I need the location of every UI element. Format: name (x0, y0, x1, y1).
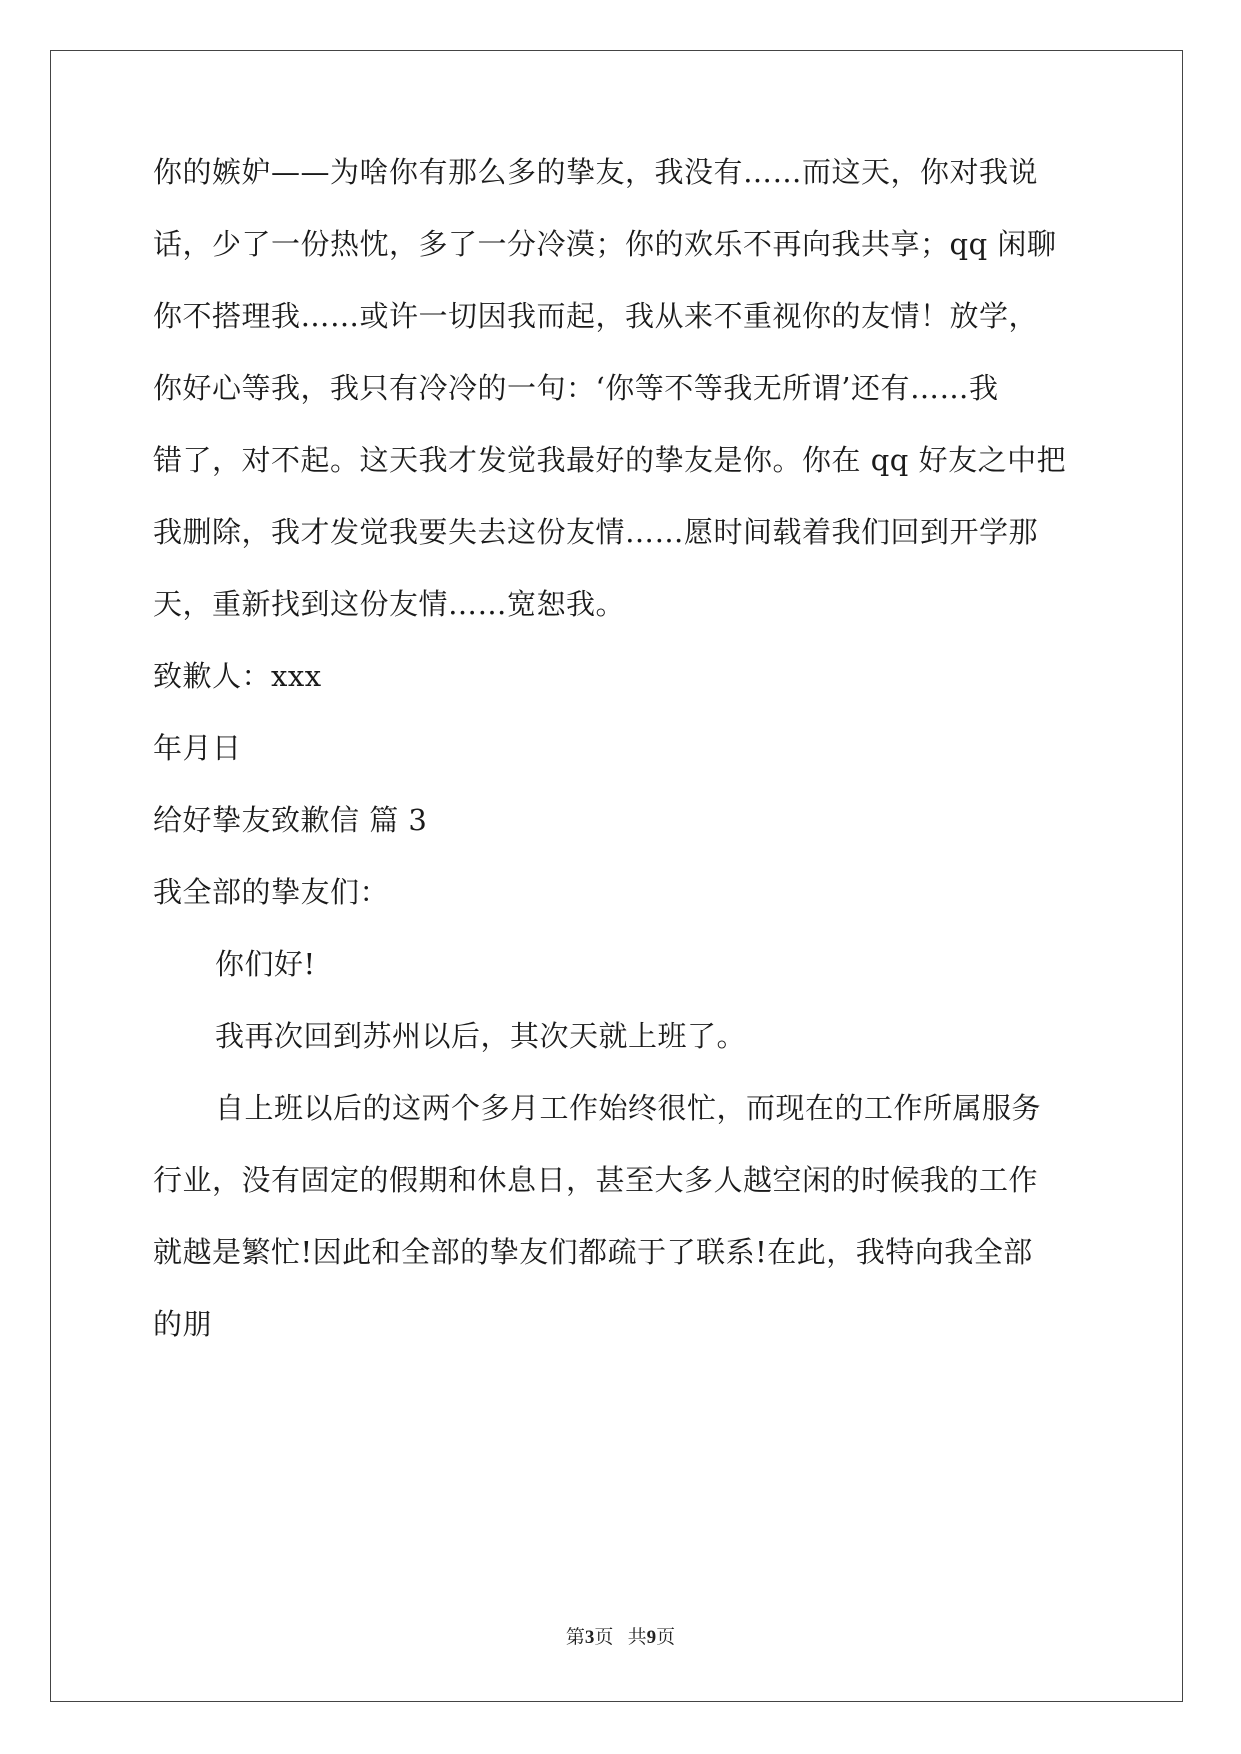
signature-line: 致歉人：xxx (153, 659, 322, 693)
section-heading: 给好挚友致歉信 篇 3 (153, 803, 428, 837)
paragraph-line: 我再次回到苏州以后，其次天就上班了。 (215, 1019, 747, 1053)
date-line: 年月日 (153, 731, 242, 765)
footer-page-label: 页 (594, 1627, 614, 1648)
footer-prefix: 第 (565, 1627, 585, 1648)
paragraph-line: 你的嫉妒——为啥你有那么多的挚友，我没有……而这天，你对我说 (153, 155, 1039, 189)
page-footer (0, 1622, 1241, 1649)
paragraph-line: 错了，对不起。这天我才发觉我最好的挚友是你。你在 qq 好友之中把 (153, 443, 1067, 477)
paragraph-line: 你不搭理我……或许一切因我而起，我从来不重视你的友情！放学， (153, 299, 1039, 333)
paragraph-line: 行业，没有固定的假期和休息日，甚至大多人越空闲的时候我的工作 (153, 1163, 1039, 1197)
paragraph-line: 的朋 (153, 1307, 213, 1341)
paragraph-line: 天，重新找到这份友情……宽恕我。 (153, 587, 626, 621)
paragraph-line: 你好心等我，我只有冷冷的一句：‘你等不等我无所谓’还有……我 (153, 371, 999, 405)
footer-total-prefix: 共 (627, 1627, 647, 1648)
salutation: 我全部的挚友们： (153, 875, 390, 909)
paragraph-line: 我删除，我才发觉我要失去这份友情……愿时间载着我们回到开学那 (153, 515, 1039, 549)
current-page-number: 3 (584, 1627, 595, 1648)
footer-total-label: 页 (656, 1627, 676, 1648)
paragraph-line: 就越是繁忙!因此和全部的挚友们都疏于了联系!在此，我特向我全部 (153, 1235, 1033, 1269)
greeting: 你们好! (215, 947, 316, 981)
total-pages-number: 9 (646, 1627, 657, 1648)
paragraph-line: 自上班以后的这两个多月工作始终很忙，而现在的工作所属服务 (215, 1091, 1042, 1125)
paragraph-line: 话，少了一份热忱，多了一分冷漠；你的欢乐不再向我共享；qq 闲聊 (153, 227, 1057, 261)
